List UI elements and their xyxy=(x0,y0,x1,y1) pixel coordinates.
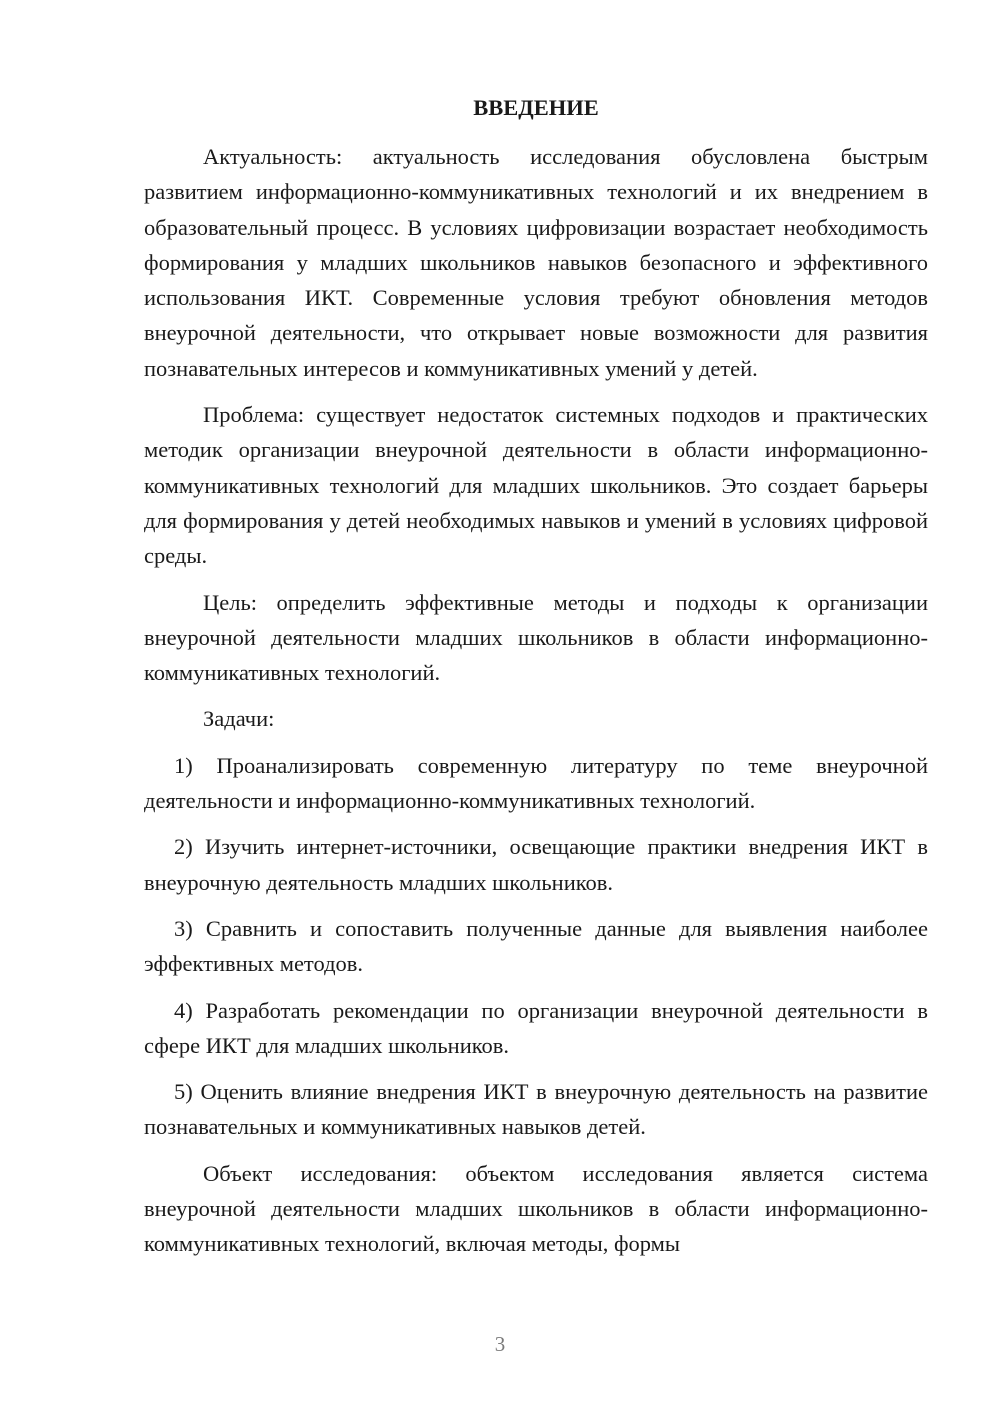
task-item-5: 5) Оценить влияние внедрения ИКТ в внеурочную деятельность на развитие познавательных и коммуникативных навыков детей. xyxy=(144,1079,928,1140)
paragraph-problem: Проблема: существует недостаток системных подходов и практических методик организации внеурочной деятельности в области информационно-коммуникативных технологий для младших школьников. Это создает барьеры для формирования у детей необходимых навыков и умений в условиях цифровой среды. xyxy=(144,402,928,569)
task-item-2: 2) Изучить интернет-источники, освещающие практики внедрения ИКТ в внеурочную деятельность младших школьников. xyxy=(144,834,928,895)
paragraph-goal: Цель: определить эффективные методы и подходы к организации внеурочной деятельности младших школьников в области информационно-коммуникативных технологий. xyxy=(144,589,928,686)
task-item-1: 1) Проанализировать современную литературу по теме внеурочной деятельности и информационно-коммуникативных технологий. xyxy=(144,752,928,814)
task-item-3: 3) Сравнить и сопоставить полученные данные для выявления наиболее эффективных методов. xyxy=(144,915,928,977)
section-title: ВВЕДЕНИЕ xyxy=(473,95,599,120)
page-number: 3 xyxy=(494,1332,506,1356)
tasks-heading: Задачи: xyxy=(203,706,275,732)
task-item-4: 4) Разработать рекомендации по организации внеурочной деятельности в сфере ИКТ для младших школьников. xyxy=(144,997,928,1058)
paragraph-object: Объект исследования: объектом исследования является система внеурочной деятельности младших школьников в области информационно-коммуникативных технологий, включая методы, формы xyxy=(144,1160,928,1257)
document-page xyxy=(144,90,928,1273)
paragraph-relevance: Актуальность: актуальность исследования обусловлена быстрым развитием информационно-коммуникативных технологий и их внедрением в образовательный процесс. В условиях цифровизации возрастает необходимость формирования у младших школьников навыков безопасного и эффективного использования ИКТ. Современные условия требуют обновления методов внеурочной деятельности, что открывает новые возможности для развития познавательных интересов и коммуникативных умений у детей. xyxy=(144,144,928,381)
